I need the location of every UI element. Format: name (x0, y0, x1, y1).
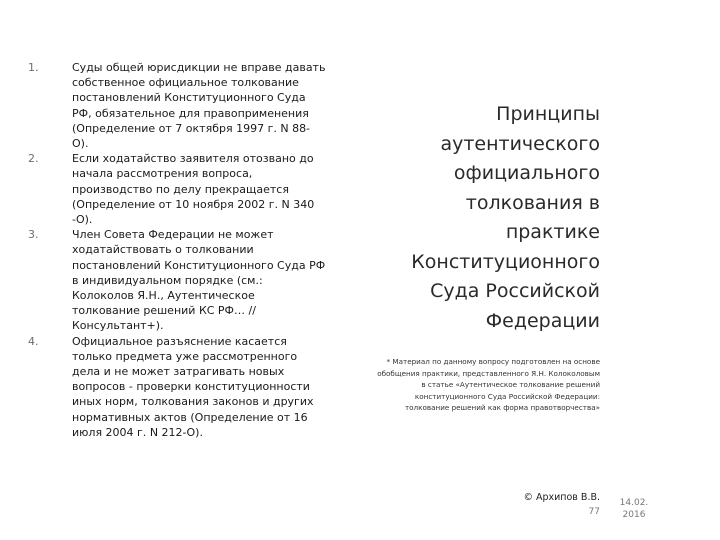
date-line: 14.02. (619, 498, 649, 508)
date (614, 497, 654, 521)
list-item-number: 1. (28, 61, 39, 74)
author-credit: © Архипов В.В. (523, 492, 600, 503)
numbered-list (28, 60, 328, 440)
list-item (28, 60, 328, 151)
list-item-number: 4. (28, 334, 39, 348)
list-item-number: 3. (28, 228, 39, 242)
list-item (28, 334, 328, 440)
list-item-text: Суды общей юрисдикции не вправе давать собственное официальное толкование постановлений Конституционного Суда РФ, обязательное для правоприменения (Определение от 7 октября 1997 г. N 88-О). (72, 61, 326, 151)
list-item (28, 227, 328, 333)
page-number: 77 (588, 507, 600, 517)
list-item-text: Если ходатайство заявителя отозвано до начала рассмотрения вопроса, производство по делу прекращается (Определение от 10 ноября 2002 г. N 340 -О). (72, 152, 315, 227)
list-item-text: Официальное разъяснение касается только предмета уже рассмотренного дела и не может затрагивать новых вопросов - проверки конституционности иных норм, толкования законов и других нормативных актов (Определение от 16 июля 2004 г. N 212-О). (72, 334, 314, 439)
list-item-number: 2. (28, 152, 39, 166)
slide-title: Принципы аутентического официального толкования в практике Конституционного Суда Российской Федерации (411, 103, 600, 332)
date-line: 2016 (622, 510, 646, 520)
list-item (28, 151, 328, 227)
list-item-text: Член Совета Федерации не может ходатайствовать о толковании постановлений Конституционного Суда РФ в индивидуальном порядке (см.: Колоколов Я.Н., Аутентическое толкование решений КС РФ… // Консультант+). (72, 228, 326, 333)
footnote: * Материал по данному вопросу подготовлен на основе обобщения практики, представленного Я.Н. Колоколовым в статье «Аутентическое толкование решений конституционного Суда Российской Федерации: толкование решений как форма правотворчества» (377, 357, 600, 412)
